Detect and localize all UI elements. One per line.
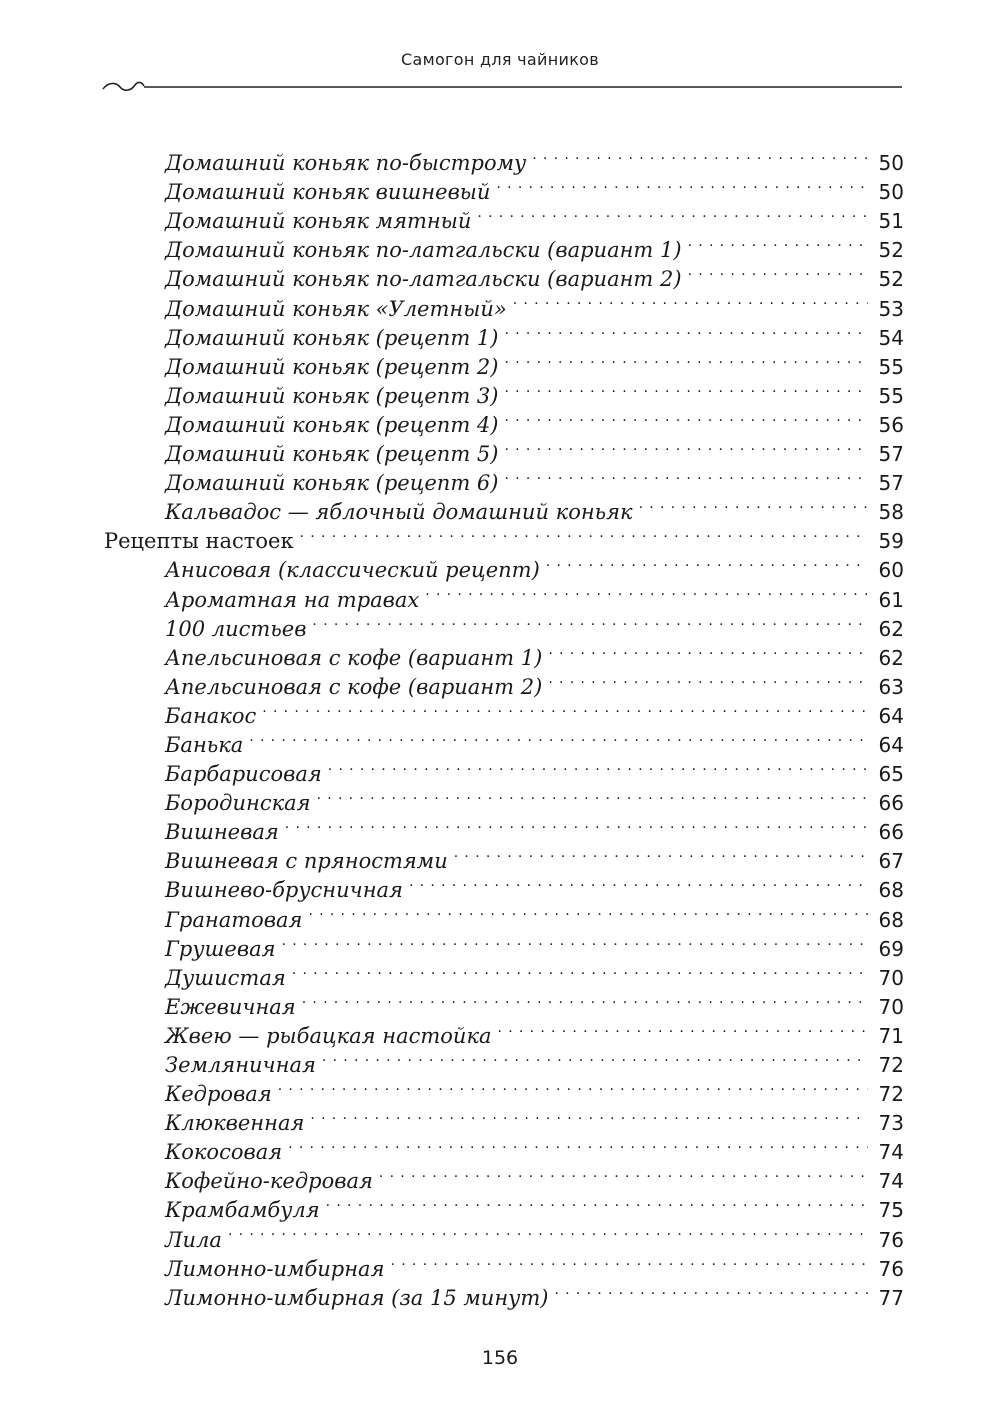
- toc-entry-title: Кокосовая: [165, 1140, 283, 1165]
- toc-entry-title: Домашний коньяк (рецепт 3): [165, 383, 499, 408]
- toc-entry-page: 67: [878, 849, 904, 874]
- toc-entry-page: 57: [878, 471, 904, 496]
- toc-entry-title: Барбарисовая: [165, 762, 322, 787]
- toc-entry-page: 73: [878, 1111, 904, 1136]
- toc-entry-page: 76: [878, 1227, 904, 1252]
- toc-entry-page: 71: [878, 1023, 904, 1048]
- dot-leader: [639, 490, 868, 519]
- dot-leader: [504, 345, 868, 374]
- dot-leader: [498, 1014, 868, 1043]
- toc-entry: [104, 1247, 904, 1281]
- dot-leader: [262, 694, 868, 723]
- dot-leader: [409, 868, 868, 897]
- running-header: Самогон для чайников: [401, 50, 599, 69]
- dot-leader: [504, 432, 868, 461]
- toc-entry-page: 62: [878, 645, 904, 670]
- toc-entry-title: Вишневая с пряностями: [165, 849, 448, 874]
- toc-entry-page: 66: [878, 791, 904, 816]
- dot-leader: [228, 1217, 868, 1246]
- toc-entry-title: Кофейно-кедровая: [165, 1169, 373, 1194]
- toc-entry-title: Анисовая (классический рецепт): [165, 558, 540, 583]
- toc-entry-title: Лимонно-имбирная: [165, 1256, 385, 1281]
- toc-entry-page: 55: [878, 354, 904, 379]
- toc-entry-title: Домашний коньяк «Улетный»: [165, 296, 507, 321]
- dot-leader: [379, 1159, 868, 1188]
- dot-leader: [391, 1247, 869, 1276]
- toc-entry-title: Земляничная: [165, 1053, 316, 1077]
- toc-entry-title: Кальвадос — яблочный домашний коньяк: [165, 500, 633, 525]
- toc-entry-title: Домашний коньяк (рецепт 5): [165, 442, 499, 467]
- toc-entry-title: Лила: [165, 1227, 222, 1252]
- toc-entry-page: 70: [878, 994, 904, 1019]
- dot-leader: [532, 141, 868, 170]
- toc-entry-page: 60: [878, 558, 904, 583]
- dot-leader: [288, 1130, 868, 1159]
- dot-leader: [504, 316, 868, 345]
- toc-entry-title: Клюквенная: [165, 1111, 305, 1136]
- dot-leader: [328, 752, 868, 781]
- dot-leader: [554, 1276, 868, 1305]
- toc-entry-title: Вишнево-брусничная: [165, 878, 403, 903]
- dot-leader: [282, 927, 869, 956]
- dot-leader: [302, 985, 868, 1014]
- toc-entry-title: Ежевичная: [165, 994, 296, 1019]
- toc-entry-page: 52: [878, 238, 904, 263]
- toc-entry-page: 74: [878, 1140, 904, 1165]
- toc-entry-page: 75: [878, 1198, 904, 1223]
- toc-entry-title: Апельсиновая с кофе (вариант 1): [165, 645, 543, 670]
- toc-entry-title: Крамбамбуля: [165, 1198, 320, 1223]
- header-rule-ornament: [100, 76, 902, 96]
- toc-entry-title: Банакос: [165, 703, 257, 728]
- toc-entry-title: Жвею — рыбацкая настойка: [165, 1023, 492, 1048]
- dot-leader: [326, 1188, 868, 1217]
- toc-entry-page: 57: [878, 442, 904, 467]
- toc-entry-page: 64: [878, 703, 904, 728]
- toc-entry-title: Домашний коньяк по-латгальски (вариант 2): [165, 267, 682, 292]
- toc-entry-page: 63: [878, 674, 904, 699]
- toc-entry-title: Домашний коньяк по-быстрому: [165, 151, 527, 176]
- page-number: 156: [481, 1347, 519, 1369]
- toc-entry-title: Грушевая: [165, 936, 276, 961]
- dot-leader: [504, 403, 868, 432]
- table-of-contents: [104, 141, 904, 1310]
- toc-entry-page: 65: [878, 762, 904, 787]
- toc-entry-page: 69: [878, 936, 904, 961]
- toc-entry-page: 68: [878, 907, 904, 932]
- toc-entry-title: Кедровая: [165, 1082, 272, 1107]
- toc-entry-title: Домашний коньяк мятный: [165, 209, 472, 234]
- toc-entry-page: 55: [878, 383, 904, 408]
- toc-entry-title: Вишневая: [165, 820, 279, 845]
- toc-entry-page: 72: [878, 1082, 904, 1107]
- toc-entry-title: Душистая: [165, 965, 286, 990]
- dot-leader: [425, 577, 868, 606]
- toc-entry-title: Рецепты настоек: [104, 529, 294, 554]
- toc-entry-page: 53: [878, 296, 904, 321]
- toc-entry-page: 56: [878, 412, 904, 437]
- toc-entry-page: 68: [878, 878, 904, 903]
- toc-entry-page: 62: [878, 616, 904, 641]
- toc-entry-title: Домашний коньяк (рецепт 2): [165, 354, 499, 379]
- toc-entry-page: 66: [878, 820, 904, 845]
- dot-leader: [546, 548, 868, 577]
- toc-entry-page: 52: [878, 267, 904, 292]
- dot-leader: [454, 839, 868, 868]
- toc-entry-page: 50: [878, 151, 904, 176]
- dot-leader: [496, 170, 868, 199]
- toc-entry-page: 51: [878, 209, 904, 234]
- dot-leader: [513, 286, 868, 315]
- dot-leader: [249, 723, 868, 752]
- dot-leader: [688, 228, 868, 257]
- dot-leader: [504, 461, 868, 490]
- toc-entry-page: 59: [878, 529, 904, 554]
- dot-leader: [548, 636, 868, 665]
- toc-entry-page: 58: [878, 500, 904, 525]
- toc-entry-title: Банька: [165, 732, 244, 757]
- toc-entry-page: 74: [878, 1169, 904, 1194]
- toc-entry-page: 61: [878, 587, 904, 612]
- dot-leader: [322, 1043, 868, 1072]
- dot-leader: [504, 374, 868, 403]
- toc-entry-page: 64: [878, 732, 904, 757]
- dot-leader: [688, 257, 868, 286]
- dot-leader: [312, 607, 868, 636]
- toc-entry-page: 50: [878, 180, 904, 205]
- toc-entry-title: Апельсиновая с кофе (вариант 2): [165, 674, 543, 699]
- toc-entry-title: Домашний коньяк (рецепт 4): [165, 412, 499, 437]
- toc-entry-page: 77: [878, 1285, 904, 1310]
- toc-entry: [104, 141, 904, 176]
- dot-leader: [477, 199, 868, 228]
- dot-leader: [292, 956, 868, 985]
- dot-leader: [310, 1101, 868, 1130]
- toc-entry-title: Лимонно-имбирная (за 15 минут): [165, 1285, 549, 1310]
- toc-entry-page: 72: [878, 1053, 904, 1077]
- toc-entry-title: Домашний коньяк вишневый: [165, 180, 491, 205]
- toc-entry-page: 76: [878, 1256, 904, 1281]
- toc-entry-page: 54: [878, 325, 904, 350]
- toc-entry-title: Ароматная на травах: [165, 587, 420, 612]
- dot-leader: [278, 1072, 868, 1101]
- toc-entry-title: 100 листьев: [165, 616, 307, 641]
- toc-entry-title: Бородинская: [165, 791, 311, 816]
- dot-leader: [308, 897, 868, 926]
- dot-leader: [548, 665, 868, 694]
- toc-entry-title: Домашний коньяк по-латгальски (вариант 1): [165, 238, 682, 263]
- dot-leader: [300, 519, 868, 548]
- toc-entry-page: 70: [878, 965, 904, 990]
- dot-leader: [285, 810, 868, 839]
- dot-leader: [317, 781, 868, 810]
- toc-entry-title: Домашний коньяк (рецепт 1): [165, 325, 499, 350]
- toc-entry-title: Домашний коньяк (рецепт 6): [165, 471, 499, 496]
- toc-entry-title: Гранатовая: [165, 907, 303, 932]
